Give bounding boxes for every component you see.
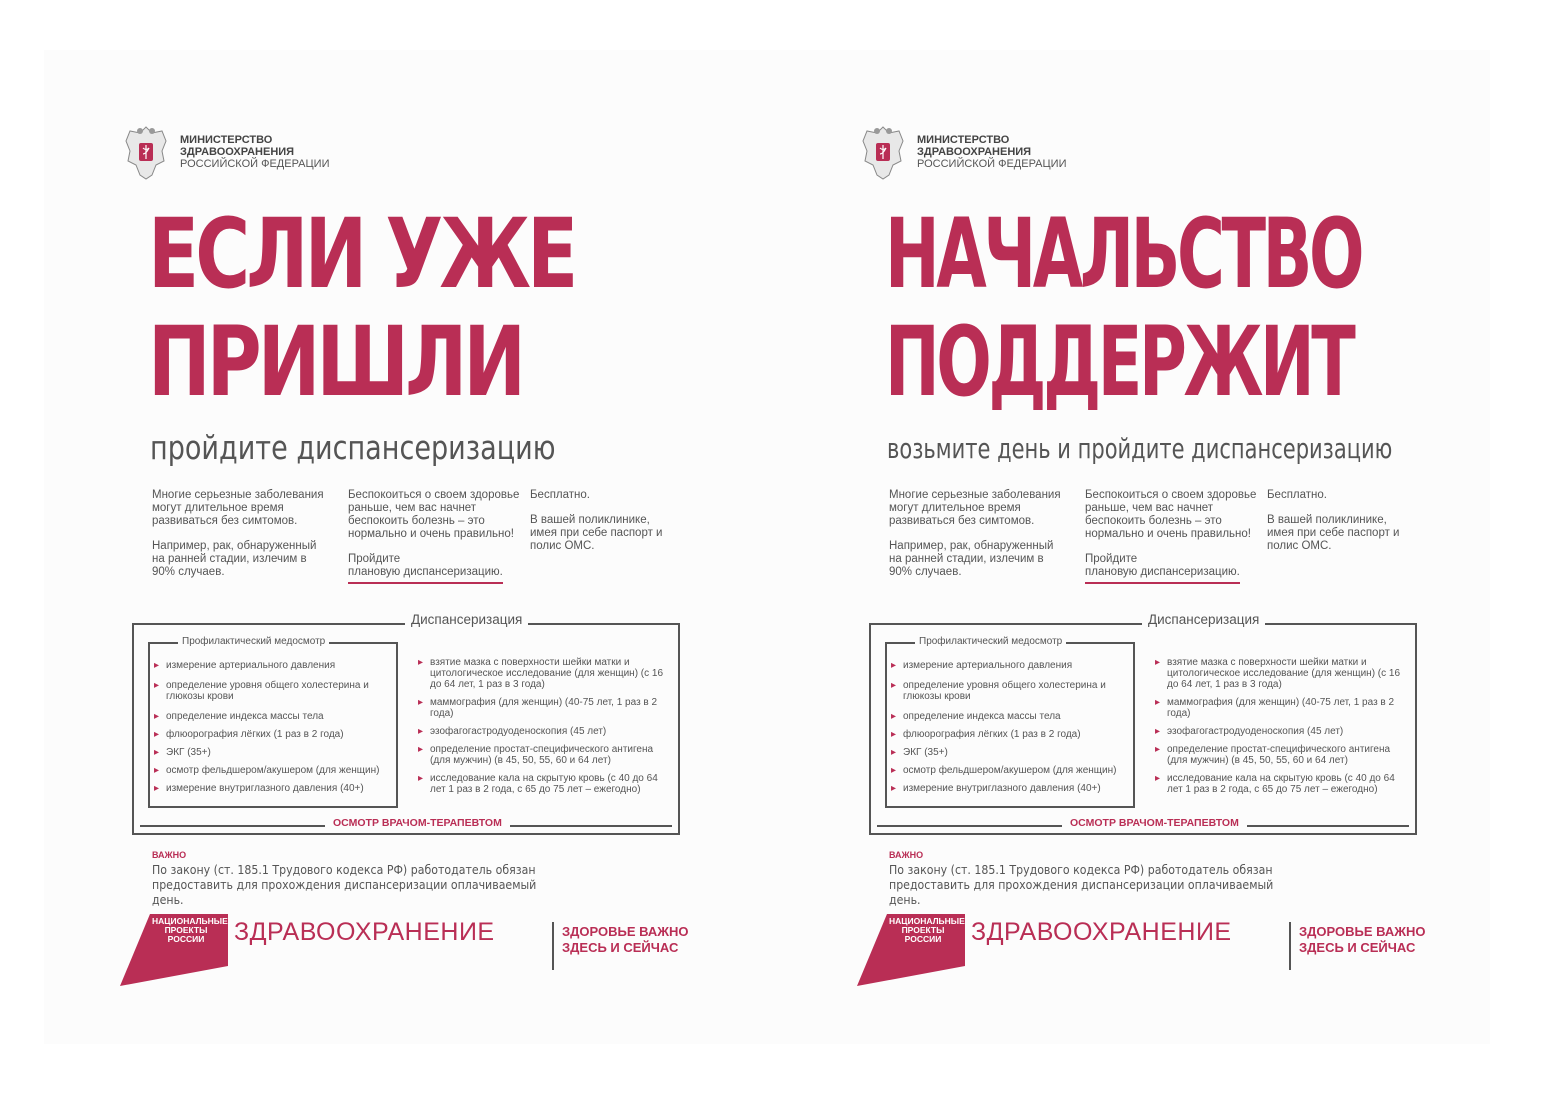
list-item: ▸ измерение внутриглазного давления (40+): [152, 783, 392, 794]
list-item: ▸ флюорография лёгких (1 раз в 2 года): [889, 729, 1129, 740]
c3-paragraph-2: В вашей поликлинике, имея при себе паспорт и полис ОМС.: [530, 514, 663, 552]
list-item: ▸ взятие мазка с поверхности шейки матки и цитологическое исследование (для женщин) (с 16 до 64 лет, 1 раз в 3 года): [416, 657, 676, 690]
prof-medosmotr-title: Профилактический медосмотр: [915, 636, 1066, 647]
coat-of-arms-icon: [120, 121, 172, 183]
list-item: ▸ ЭКГ (35+): [889, 747, 1129, 758]
c1-paragraph-2: Например, рак, обнаруженный на ранней стадии, излечим в 90% случаев.: [152, 540, 317, 578]
national-projects-text: НАЦИОНАЛЬНЫЕ ПРОЕКТЫ РОССИИ: [889, 916, 965, 944]
poster-left: [120, 0, 770, 1094]
list-item: ▸ измерение внутриглазного давления (40+): [889, 783, 1129, 794]
slogan-line1: ЗДОРОВЬЕ ВАЖНО: [1299, 924, 1426, 939]
ministry-line3: РОССИЙСКОЙ ФЕДЕРАЦИИ: [917, 158, 1067, 170]
list-item: ▸ определение индекса массы тела: [152, 711, 392, 722]
c3-paragraph-1: Бесплатно.: [530, 489, 590, 501]
column-3: [530, 489, 670, 565]
ministry-line1: МИНИСТЕРСТВО: [917, 134, 1010, 146]
slogan-line2: ЗДЕСЬ И СЕЙЧАС: [562, 940, 679, 955]
c2-paragraph-2a: Пройдите: [1085, 553, 1138, 565]
c2-paragraph-2b: плановую диспансеризацию.: [348, 566, 503, 584]
national-projects-text: НАЦИОНАЛЬНЫЕ ПРОЕКТЫ РОССИИ: [152, 916, 228, 944]
list-item: ▸ эзофагогастродуоденоскопия (45 лет): [416, 726, 676, 737]
c2-paragraph-2: [348, 553, 520, 584]
slogan-line1: ЗДОРОВЬЕ ВАЖНО: [562, 924, 689, 939]
list-item: ▸ исследование кала на скрытую кровь (с 40 до 64 лет 1 раз в 2 года, с 65 до 75 лет – ежегодно): [416, 773, 676, 795]
list-item: ▸ определение уровня общего холестерина и глюкозы крови: [889, 680, 1129, 702]
important-label: ВАЖНО: [889, 850, 924, 860]
important-text: По закону (ст. 185.1 Трудового кодекса РФ) работодатель обязан предоставить для прохождения диспансеризации оплачиваемый день.: [889, 862, 1274, 907]
list-item: ▸ осмотр фельдшером/акушером (для женщин): [889, 765, 1129, 776]
project-name: ЗДРАВООХРАНЕНИЕ: [971, 918, 1232, 946]
list-item: ▸ измерение артериального давления: [152, 660, 392, 671]
c2-paragraph-1: Беспокоиться о своем здоровье раньше, чем вас начнет беспокоить болезнь – это нормально и очень правильно!: [1085, 489, 1257, 540]
c1-paragraph-2: Например, рак, обнаруженный на ранней стадии, излечим в 90% случаев.: [889, 540, 1054, 578]
headline-line1: ЕСЛИ УЖЕ: [148, 198, 575, 310]
osmotr-label: ОСМОТР ВРАЧОМ-ТЕРАПЕВТОМ: [325, 817, 510, 829]
poster-right: [857, 0, 1507, 1094]
subhead: пройдите диспансеризацию: [150, 428, 556, 467]
column-1: [152, 489, 332, 591]
ministry-line2: ЗДРАВООХРАНЕНИЯ: [180, 146, 295, 158]
slogan: [1299, 924, 1426, 956]
list-item: ▸ определение простат-специфического антигена (для мужчин) (в 45, 50, 55, 60 и 64 лет): [1153, 744, 1413, 766]
list-item: ▸ определение уровня общего холестерина и глюкозы крови: [152, 680, 392, 702]
list-item: ▸ осмотр фельдшером/акушером (для женщин): [152, 765, 392, 776]
column-1: [889, 489, 1069, 591]
column-3: [1267, 489, 1407, 565]
column-2: [348, 489, 520, 596]
c2-paragraph-1: Беспокоиться о своем здоровье раньше, чем вас начнет беспокоить болезнь – это нормально и очень правильно!: [348, 489, 520, 540]
ministry-line2: ЗДРАВООХРАНЕНИЯ: [917, 146, 1032, 158]
list-item: ▸ измерение артериального давления: [889, 660, 1129, 671]
headline-line2: ПОДДЕРЖИТ: [885, 306, 1353, 418]
slogan-line2: ЗДЕСЬ И СЕЙЧАС: [1299, 940, 1416, 955]
ministry-logo: [857, 120, 1066, 184]
important-text: По закону (ст. 185.1 Трудового кодекса РФ) работодатель обязан предоставить для прохождения диспансеризации оплачиваемый день.: [152, 862, 537, 907]
ministry-line1: МИНИСТЕРСТВО: [180, 134, 273, 146]
footer-divider: [552, 922, 554, 970]
subhead: возьмите день и пройдите диспансеризацию: [887, 432, 1393, 465]
important-label: ВАЖНО: [152, 850, 187, 860]
ministry-logo: [120, 120, 329, 184]
c1-paragraph-1: Многие серьезные заболевания могут длительное время развиваться без симтомов.: [889, 489, 1061, 527]
list-item: ▸ ЭКГ (35+): [152, 747, 392, 758]
osmotr-label: ОСМОТР ВРАЧОМ-ТЕРАПЕВТОМ: [1062, 817, 1247, 829]
list-item: ▸ определение простат-специфического антигена (для мужчин) (в 45, 50, 55, 60 и 64 лет): [416, 744, 676, 766]
headline: [885, 200, 1361, 416]
ministry-line3: РОССИЙСКОЙ ФЕДЕРАЦИИ: [180, 158, 330, 170]
c3-paragraph-2: В вашей поликлинике, имея при себе паспорт и полис ОМС.: [1267, 514, 1400, 552]
list-item: ▸ маммография (для женщин) (40-75 лет, 1 раз в 2 года): [416, 697, 676, 719]
dispanserization-title: Диспансеризация: [1142, 612, 1265, 627]
prof-medosmotr-title: Профилактический медосмотр: [178, 636, 329, 647]
list-item: ▸ маммография (для женщин) (40-75 лет, 1 раз в 2 года): [1153, 697, 1413, 719]
c2-paragraph-2b: плановую диспансеризацию.: [1085, 566, 1240, 584]
project-name: ЗДРАВООХРАНЕНИЕ: [234, 918, 495, 946]
headline: [148, 200, 574, 416]
c3-paragraph-1: Бесплатно.: [1267, 489, 1327, 501]
footer-divider: [1289, 922, 1291, 970]
list-item: ▸ исследование кала на скрытую кровь (с 40 до 64 лет 1 раз в 2 года, с 65 до 75 лет – ежегодно): [1153, 773, 1413, 795]
list-item: ▸ взятие мазка с поверхности шейки матки и цитологическое исследование (для женщин) (с 16 до 64 лет, 1 раз в 3 года): [1153, 657, 1413, 690]
prof-list: [152, 660, 392, 794]
dispanserization-title: Диспансеризация: [405, 612, 528, 627]
coat-of-arms-icon: [857, 121, 909, 183]
c2-paragraph-2a: Пройдите: [348, 553, 401, 565]
list-item: ▸ флюорография лёгких (1 раз в 2 года): [152, 729, 392, 740]
c2-paragraph-2: [1085, 553, 1257, 584]
prof-list: [889, 660, 1129, 794]
headline-line1: НАЧАЛЬСТВО: [885, 198, 1362, 310]
slogan: [562, 924, 689, 956]
c1-paragraph-1: Многие серьезные заболевания могут длительное время развиваться без симтомов.: [152, 489, 324, 527]
extra-list: [1153, 657, 1413, 795]
column-2: [1085, 489, 1257, 596]
extra-list: [416, 657, 676, 795]
list-item: ▸ определение индекса массы тела: [889, 711, 1129, 722]
headline-line2: ПРИШЛИ: [148, 306, 523, 418]
list-item: ▸ эзофагогастродуоденоскопия (45 лет): [1153, 726, 1413, 737]
